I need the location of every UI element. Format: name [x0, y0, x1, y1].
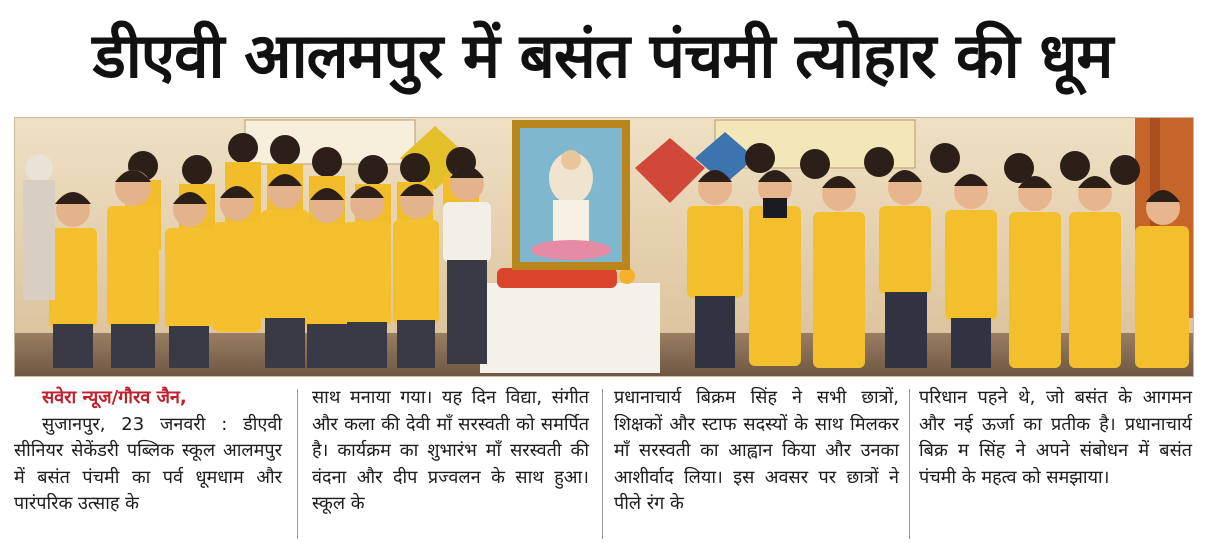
article-column-1: [14, 385, 282, 545]
column-divider: [297, 389, 298, 539]
column-1-text: डीएवी सीनियर सेकेंडरी पब्लिक स्कूल आलमपुर में बसंत पंचमी का पर्व धूमधाम और पारंपरिक उत्साह के: [14, 413, 282, 514]
article-column-3: [614, 385, 899, 545]
article-paragraph-1: [14, 412, 282, 518]
article-body: [14, 385, 1192, 545]
article-column-4: [919, 385, 1192, 545]
column-4-text: परिधान पहने थे, जो बसंत के आगमन और नई ऊर्जा का प्रतीक है। प्रधानाचार्य बिक्र म सिंह ने अपने संबोधन में बसंत पंचमी के महत्व को समझाया।: [919, 387, 1192, 488]
dateline: सुजानपुर, 23 जनवरी :: [42, 413, 228, 435]
byline: सवेरा न्यूज/गौरव जैन,: [42, 387, 187, 408]
column-divider: [909, 389, 910, 539]
column-3-text: प्रधानाचार्य बिक्रम सिंह ने सभी छात्रों, शिक्षकों और स्टाफ सदस्यों के साथ मिलकर माँ सरस्वती का आह्वान किया और उनका आशीर्वाद लिया। इस अवसर पर छात्रों ने पीले रंग के: [614, 387, 899, 514]
headline: डीएवी आलमपुर में बसंत पंचमी त्योहार की धूम: [92, 19, 1113, 92]
column-divider: [602, 389, 603, 539]
column-2-text: साथ मनाया गया। यह दिन विद्या, संगीत और कला की देवी माँ सरस्वती को समर्पित है। कार्यक्रम का शुभारंभ माँ सरस्वती की वंदना और दीप प्रज्वलन के साथ हुआ। स्कूल के: [312, 387, 589, 514]
event-photo: [14, 117, 1194, 377]
article-column-2: [312, 385, 589, 545]
